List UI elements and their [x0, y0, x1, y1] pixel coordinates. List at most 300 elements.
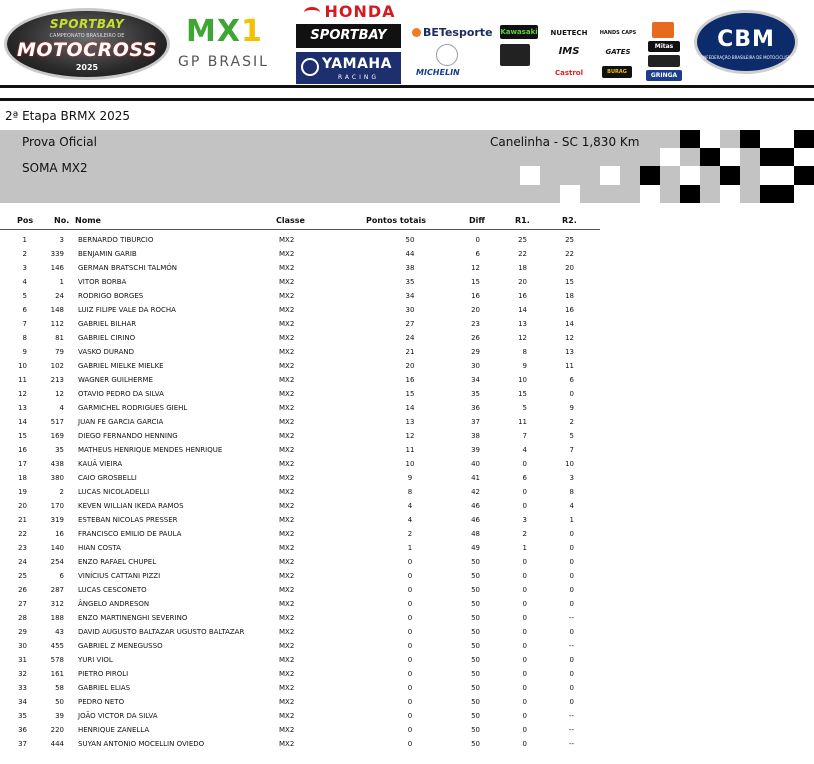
cell-diff: 38: [471, 432, 480, 440]
cell-name: FRANCISCO EMILIO DE PAULA: [78, 530, 182, 538]
table-row: [0, 597, 600, 611]
cell-number: 161: [50, 670, 64, 678]
cell-pos: 4: [22, 278, 27, 286]
cell-race-2: 10: [565, 460, 574, 468]
location-label: Canelinha - SC 1,830 Km: [490, 135, 640, 149]
cell-pos: 34: [18, 698, 27, 706]
cell-pos: 27: [18, 600, 27, 608]
gringa-logo: GRINGA: [646, 70, 682, 81]
cell-total-points: 8: [407, 488, 413, 496]
cell-total-points: 0: [407, 698, 413, 706]
cell-pos: 10: [18, 362, 27, 370]
cell-diff: 40: [471, 460, 480, 468]
divider-bottom: [0, 98, 814, 101]
honda-logo: [284, 2, 416, 22]
cell-pos: 3: [22, 264, 27, 272]
cell-class: MX2: [279, 698, 295, 706]
cell-race-1: 0: [522, 572, 527, 580]
table-row: [0, 331, 600, 345]
cell-pos: 9: [22, 348, 27, 356]
cell-number: 254: [50, 558, 64, 566]
cell-race-2: 15: [565, 278, 574, 286]
sponsor-banner: [0, 0, 814, 88]
pro-circle-logo: [436, 44, 458, 66]
cell-race-2: --: [568, 740, 574, 748]
header-name: Nome: [75, 216, 101, 225]
castrol-logo: Castrol: [554, 69, 584, 77]
table-row: [0, 387, 600, 401]
results-table-header: [0, 216, 600, 228]
cell-race-1: 0: [522, 670, 527, 678]
cell-race-2: --: [568, 642, 574, 650]
cell-pos: 8: [22, 334, 27, 342]
cell-diff: 46: [471, 516, 480, 524]
cell-pos: 14: [18, 418, 27, 426]
cell-diff: 34: [471, 376, 480, 384]
cell-race-1: 0: [522, 614, 527, 622]
cell-pos: 33: [18, 684, 27, 692]
cell-race-2: 8: [569, 488, 574, 496]
cell-race-1: 0: [522, 460, 527, 468]
cell-total-points: 27: [405, 320, 415, 328]
event-title: 2ª Etapa BRMX 2025: [5, 109, 131, 123]
cell-pos: 12: [18, 390, 27, 398]
header-race-1: R1.: [515, 216, 530, 225]
cell-class: MX2: [279, 642, 295, 650]
cell-race-1: 18: [518, 264, 527, 272]
cell-name: VINÍCIUS CATTANI PIZZI: [78, 572, 161, 580]
cell-race-1: 25: [518, 236, 527, 244]
table-row: [0, 695, 600, 709]
cell-total-points: 35: [405, 278, 415, 286]
cell-number: 220: [50, 726, 64, 734]
cell-total-points: 2: [407, 530, 413, 538]
header-race-2: R2.: [562, 216, 577, 225]
cell-total-points: 4: [407, 502, 413, 510]
checkered-flag-pattern: [520, 130, 814, 203]
cell-diff: 50: [471, 698, 480, 706]
mx1-logo-sub: GP BRASIL: [178, 54, 269, 70]
cell-diff: 50: [471, 726, 480, 734]
cell-diff: 50: [471, 600, 480, 608]
cell-total-points: 0: [407, 600, 413, 608]
category-label: SOMA MX2: [22, 161, 88, 175]
cell-number: 146: [50, 264, 64, 272]
header-class: Classe: [276, 216, 305, 225]
cell-number: 148: [50, 306, 64, 314]
mx1-logo-mx: MX: [186, 14, 241, 49]
table-row: [0, 569, 600, 583]
cell-class: MX2: [279, 404, 295, 412]
table-row: [0, 471, 600, 485]
table-row: [0, 415, 600, 429]
cell-name: LUCAS CESCONETO: [78, 586, 147, 594]
cell-name: OTAVIO PEDRO DA SILVA: [78, 390, 164, 398]
cell-race-2: 0: [569, 390, 574, 398]
cell-number: 444: [50, 740, 64, 748]
betesporte-dot-icon: [412, 28, 421, 37]
cell-pos: 7: [22, 320, 27, 328]
cell-number: 58: [55, 684, 64, 692]
sportbay-logo-year: 2025: [75, 63, 99, 72]
cell-number: 112: [50, 320, 64, 328]
cell-race-2: 16: [565, 306, 574, 314]
cell-total-points: 11: [405, 446, 415, 454]
betesporte-logo-text: BETesporte: [423, 26, 493, 39]
cell-diff: 20: [471, 306, 480, 314]
mx1-gp-brasil-logo: [178, 14, 278, 74]
dark-sponsor-logo: [648, 55, 680, 67]
cell-diff: 50: [471, 558, 480, 566]
cell-class: MX2: [279, 418, 295, 426]
cell-class: MX2: [279, 530, 295, 538]
cell-name: LUCAS NICOLADELLI: [78, 488, 150, 496]
cell-class: MX2: [279, 460, 295, 468]
cell-total-points: 0: [407, 670, 413, 678]
cell-pos: 20: [18, 502, 27, 510]
cell-race-2: 0: [569, 544, 574, 552]
cell-pos: 11: [18, 376, 27, 384]
cell-race-2: 3: [569, 474, 574, 482]
cell-race-2: 12: [565, 334, 574, 342]
cell-race-1: 8: [522, 348, 527, 356]
cell-diff: 0: [475, 236, 480, 244]
cell-class: MX2: [279, 726, 295, 734]
cell-race-2: 5: [569, 432, 574, 440]
cell-class: MX2: [279, 292, 295, 300]
cell-race-1: 11: [518, 418, 527, 426]
cell-class: MX2: [279, 348, 295, 356]
header-pos: Pos: [17, 216, 34, 225]
cell-class: MX2: [279, 474, 295, 482]
cell-class: MX2: [279, 712, 295, 720]
cell-race-1: 0: [522, 488, 527, 496]
cell-diff: 12: [471, 264, 480, 272]
cell-name: CAIO GROSBELLI: [78, 474, 137, 482]
cell-name: GABRIEL Z MENEGUSSO: [78, 642, 163, 650]
cell-number: 50: [55, 698, 64, 706]
cell-total-points: 0: [407, 628, 413, 636]
cell-total-points: 12: [405, 432, 415, 440]
cell-diff: 50: [471, 628, 480, 636]
cell-class: MX2: [279, 320, 295, 328]
cell-class: MX2: [279, 278, 295, 286]
cell-race-1: 0: [522, 726, 527, 734]
cell-name: ENZO MARTINENGHI SEVERINO: [78, 614, 188, 622]
honda-logo-text: HONDA: [324, 2, 396, 21]
cell-name: HIAN COSTA: [78, 544, 121, 552]
cell-race-2: 0: [569, 698, 574, 706]
header-diff: Diff: [469, 216, 485, 225]
cell-number: 287: [50, 586, 64, 594]
cell-race-2: 1: [569, 516, 574, 524]
cell-total-points: 44: [405, 250, 415, 258]
cbm-logo-text: CBM: [717, 27, 775, 52]
cell-race-2: 22: [565, 250, 574, 258]
table-row: [0, 373, 600, 387]
cell-name: ENZO RAFAEL CHUPEL: [78, 558, 157, 566]
table-row: [0, 261, 600, 275]
cell-class: MX2: [279, 362, 295, 370]
cell-race-2: 0: [569, 628, 574, 636]
table-row: [0, 247, 600, 261]
cell-class: MX2: [279, 684, 295, 692]
table-row: [0, 737, 600, 751]
cell-number: 102: [50, 362, 64, 370]
cell-total-points: 1: [407, 544, 413, 552]
cell-race-1: 3: [522, 516, 527, 524]
table-row: [0, 317, 600, 331]
cell-class: MX2: [279, 544, 295, 552]
cell-number: 319: [50, 516, 64, 524]
cell-race-1: 1: [522, 544, 527, 552]
table-row: [0, 583, 600, 597]
cell-class: MX2: [279, 250, 295, 258]
cell-class: MX2: [279, 656, 295, 664]
table-row: [0, 275, 600, 289]
cell-race-2: 0: [569, 656, 574, 664]
cell-total-points: 30: [405, 306, 415, 314]
cell-race-1: 6: [522, 474, 527, 482]
cell-race-1: 0: [522, 698, 527, 706]
cell-pos: 15: [18, 432, 27, 440]
cell-race-2: 6: [569, 376, 574, 384]
cell-number: 39: [55, 712, 64, 720]
cell-class: MX2: [279, 600, 295, 608]
table-row: [0, 625, 600, 639]
divider-top: [0, 85, 814, 88]
table-row: [0, 667, 600, 681]
cell-name: HENRIQUE ZANELLA: [78, 726, 150, 734]
cell-pos: 19: [18, 488, 27, 496]
cell-pos: 26: [18, 586, 27, 594]
race-type-label: Prova Oficial: [22, 135, 97, 149]
cell-total-points: 13: [405, 418, 415, 426]
cell-race-1: 10: [518, 376, 527, 384]
cell-total-points: 0: [407, 558, 413, 566]
cell-diff: 26: [471, 334, 480, 342]
cell-name: MATHEUS HENRIQUE MENDES HENRIQUE: [78, 446, 223, 454]
mitas-logo: Mitas: [648, 41, 680, 52]
cell-diff: 50: [471, 614, 480, 622]
cell-total-points: 0: [407, 740, 413, 748]
cell-diff: 50: [471, 670, 480, 678]
cell-pos: 25: [18, 572, 27, 580]
cell-name: ESTEBAN NICOLAS PRESSER: [78, 516, 178, 524]
cell-number: 170: [50, 502, 64, 510]
cell-race-2: 4: [569, 502, 574, 510]
cell-total-points: 50: [405, 236, 415, 244]
cell-number: 3: [59, 236, 64, 244]
cell-diff: 29: [471, 348, 480, 356]
cell-total-points: 14: [405, 404, 415, 412]
cell-number: 517: [50, 418, 64, 426]
nuetech-logo: NUETECH: [550, 29, 588, 37]
cell-race-2: 0: [569, 558, 574, 566]
cell-number: 188: [50, 614, 64, 622]
cell-total-points: 0: [407, 726, 413, 734]
cell-name: RODRIGO BORGES: [78, 292, 144, 300]
cell-number: 79: [55, 348, 64, 356]
cell-pos: 21: [18, 516, 27, 524]
cell-race-2: 14: [565, 320, 574, 328]
cell-total-points: 0: [407, 684, 413, 692]
cell-name: JOÃO VICTOR DA SILVA: [78, 712, 158, 720]
cell-diff: 50: [471, 572, 480, 580]
hands-caps-logo: HANDS CAPS: [599, 30, 637, 36]
cell-total-points: 0: [407, 572, 413, 580]
cell-name: GABRIEL MIELKE MIELKE: [78, 362, 164, 370]
cell-race-1: 5: [522, 404, 527, 412]
cell-race-1: 2: [522, 530, 527, 538]
cell-pos: 2: [22, 250, 27, 258]
cell-race-1: 0: [522, 628, 527, 636]
cell-name: PEDRO NETO: [78, 698, 125, 706]
cell-race-2: 0: [569, 572, 574, 580]
cell-diff: 35: [471, 390, 480, 398]
orange-badge-logo: [652, 22, 674, 38]
table-row: [0, 499, 600, 513]
sportbay-logo-box: SPORTBAY: [296, 24, 401, 48]
cell-name: SUYAN ANTONIO MOCELLIN OVIEDO: [78, 740, 205, 748]
cell-race-1: 0: [522, 684, 527, 692]
cell-diff: 37: [471, 418, 480, 426]
cell-name: PIETRO PIROLI: [78, 670, 129, 678]
cell-total-points: 0: [407, 712, 413, 720]
cell-name: GARMICHEL RODRIGUES GIEHL: [78, 404, 188, 412]
cell-class: MX2: [279, 236, 295, 244]
mx1-logo-one: 1: [240, 14, 263, 49]
cell-diff: 39: [471, 446, 480, 454]
cbm-logo-sub: CONFEDERAÇÃO BRASILEIRA DE MOTOCICLISMO: [697, 55, 795, 60]
cell-class: MX2: [279, 432, 295, 440]
cell-number: 438: [50, 460, 64, 468]
yamaha-logo-sub: RACING: [338, 74, 380, 81]
cell-race-2: 0: [569, 586, 574, 594]
cell-diff: 23: [471, 320, 480, 328]
cell-name: GABRIEL ELIAS: [78, 684, 131, 692]
yamaha-logo-text: YAMAHA: [322, 56, 392, 72]
cell-race-1: 12: [518, 334, 527, 342]
yamaha-racing-logo: [296, 52, 401, 84]
cell-diff: 46: [471, 502, 480, 510]
cell-race-1: 13: [518, 320, 527, 328]
cell-class: MX2: [279, 586, 295, 594]
cell-race-1: 0: [522, 642, 527, 650]
cell-number: 43: [55, 628, 64, 636]
cell-pos: 23: [18, 544, 27, 552]
cell-number: 213: [50, 376, 64, 384]
cell-number: 578: [50, 656, 64, 664]
cell-class: MX2: [279, 502, 295, 510]
cell-diff: 50: [471, 642, 480, 650]
cell-pos: 24: [18, 558, 27, 566]
cell-class: MX2: [279, 740, 295, 748]
cell-race-2: 0: [569, 530, 574, 538]
table-row: [0, 443, 600, 457]
cell-race-2: --: [568, 712, 574, 720]
table-row: [0, 527, 600, 541]
cell-diff: 36: [471, 404, 480, 412]
sportbay-logo-top: SPORTBAY: [49, 17, 125, 31]
cell-class: MX2: [279, 628, 295, 636]
cell-number: 1: [59, 278, 64, 286]
cell-race-2: 25: [565, 236, 574, 244]
table-row: [0, 401, 600, 415]
cell-pos: 17: [18, 460, 27, 468]
table-row: [0, 289, 600, 303]
cell-pos: 29: [18, 628, 27, 636]
cell-race-2: 18: [565, 292, 574, 300]
cell-name: GERMAN BRATSCHI TALMÓN: [78, 264, 177, 272]
cell-diff: 30: [471, 362, 480, 370]
cell-diff: 50: [471, 684, 480, 692]
cell-race-2: --: [568, 614, 574, 622]
cell-total-points: 34: [405, 292, 415, 300]
cell-pos: 5: [22, 292, 27, 300]
cell-diff: 49: [471, 544, 480, 552]
table-row: [0, 429, 600, 443]
cell-total-points: 10: [405, 460, 415, 468]
cell-number: 35: [55, 446, 64, 454]
table-row: [0, 611, 600, 625]
cell-pos: 35: [18, 712, 27, 720]
cell-number: 81: [55, 334, 64, 342]
cell-class: MX2: [279, 558, 295, 566]
cell-race-2: 9: [569, 404, 574, 412]
cell-race-1: 0: [522, 656, 527, 664]
cell-name: JUAN FE GARCIA GARCIA: [78, 418, 164, 426]
cell-class: MX2: [279, 670, 295, 678]
cell-number: 140: [50, 544, 64, 552]
cell-total-points: 9: [407, 474, 413, 482]
cell-race-1: 16: [518, 292, 527, 300]
cell-number: 455: [50, 642, 64, 650]
cell-pos: 31: [18, 656, 27, 664]
cell-class: MX2: [279, 446, 295, 454]
yamaha-tuning-fork-icon: [301, 58, 319, 76]
cell-number: 24: [55, 292, 64, 300]
cell-total-points: 24: [405, 334, 415, 342]
cell-total-points: 0: [407, 614, 413, 622]
table-row: [0, 233, 600, 247]
table-row: [0, 723, 600, 737]
cell-name: WAGNER GUILHERME: [78, 376, 153, 384]
cell-pos: 1: [22, 236, 27, 244]
cell-name: GABRIEL CIRINO: [78, 334, 136, 342]
sportbay-motocross-logo: [4, 8, 170, 80]
cell-class: MX2: [279, 614, 295, 622]
cell-total-points: 0: [407, 642, 413, 650]
table-row: [0, 457, 600, 471]
cell-class: MX2: [279, 334, 295, 342]
header-number: No.: [54, 216, 70, 225]
cell-diff: 50: [471, 712, 480, 720]
cell-name: ÂNGELO ANDRESON: [78, 600, 150, 608]
cell-name: VITOR BORBA: [78, 278, 127, 286]
racing-badge-logo: [500, 44, 530, 66]
sportbay-logo-sub: CAMPEONATO BRASILEIRO DE: [49, 33, 125, 39]
table-row: [0, 485, 600, 499]
cell-name: DAVID AUGUSTO BALTAZAR UGUSTO BALTAZAR: [78, 628, 245, 636]
cell-pos: 13: [18, 404, 27, 412]
cell-race-1: 9: [522, 362, 527, 370]
cell-pos: 36: [18, 726, 27, 734]
cell-number: 4: [59, 404, 64, 412]
table-row: [0, 653, 600, 667]
cell-race-1: 0: [522, 586, 527, 594]
cell-race-2: 2: [569, 418, 574, 426]
